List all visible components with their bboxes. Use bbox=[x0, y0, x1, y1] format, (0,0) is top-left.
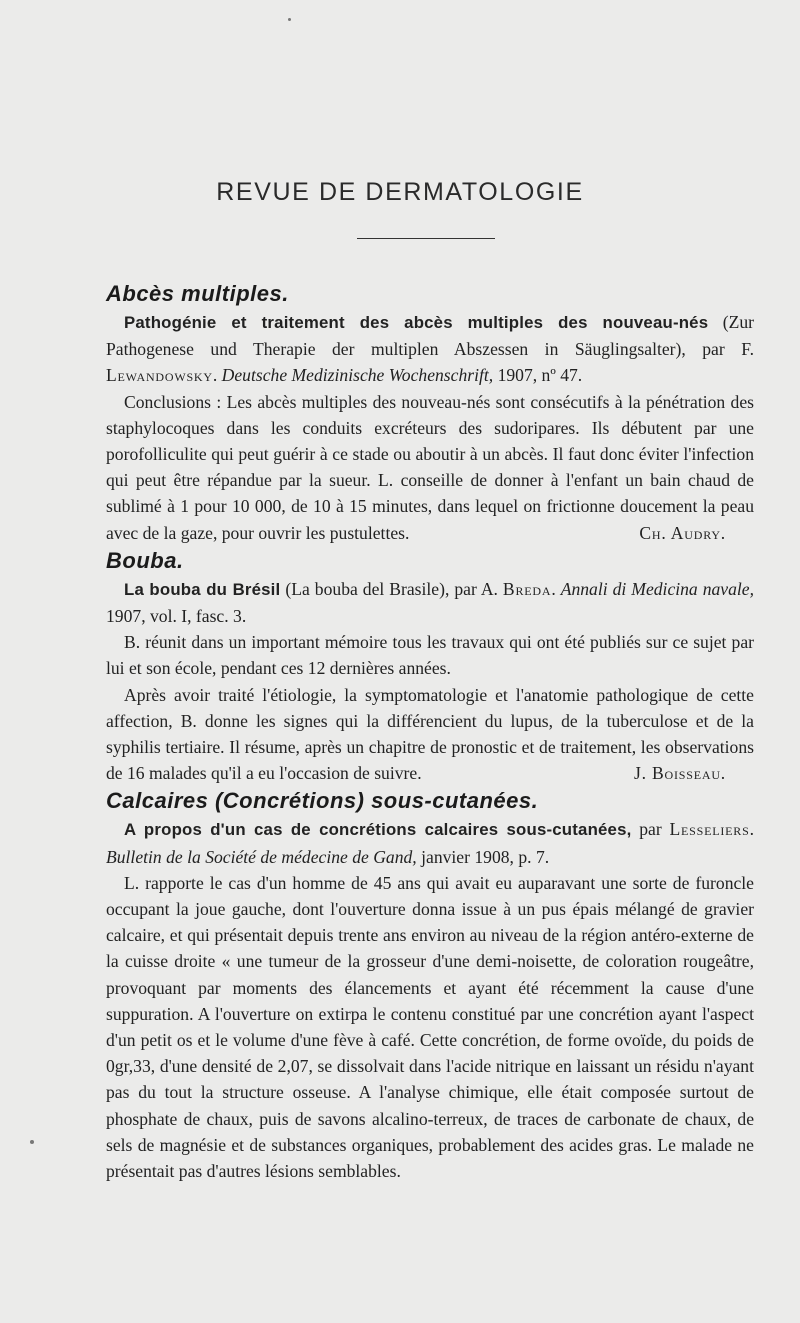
paragraph-text: Après avoir traité l'étiologie, la symptomatologie et l'anatomie pathologique de cette affection, B. donne les signes qui la différencient du lupus, de la tuberculose et de la syphilis tertiaire. Il résume, après un chapitre de pronostic et de traitement, les observations de 16 malades qu'il a eu l'occasion de suivre. bbox=[106, 684, 754, 784]
reference-journal: Bulletin de la Société de médecine de Gand, bbox=[106, 846, 417, 867]
paragraph: L. rapporte le cas d'un homme de 45 ans qui avait eu auparavant une sorte de furoncle occupant la joue gauche, dont l'ouverture donna issue à un pus épais mélangé de gravier calcaire, et qui présentait depuis trente ans environ au niveau de la région antéro-externe de la cuisse droite « une tumeur de la grosseur d'une demi-noisette, de coloration rougeâtre, provoquant par moments des élancements et ayant été récemment la cause d'une suppuration. A l'ouverture on extirpa le contenu constitué par une concrétion ayant l'aspect d'un petit os et le volume d'une fève à café. Cette concrétion, de forme ovoïde, du poids de 0gr,33, d'une densité de 2,07, se dissolvait dans l'acide nitrique en laissant un résidu n'ayant pas du tout la structure osseuse. A l'analyse chimique, elle était composée surtout de phosphate de chaux, puis de savons alcalino-terreux, de traces de carbonate de chaux, de sels de magnésie et de substances organiques, probablement des acides gras. Le malade ne présentait pas d'autres lésions semblables. bbox=[106, 872, 754, 1182]
section-calcaires bbox=[106, 786, 754, 1184]
reference-journal: Annali di Medicina navale, bbox=[560, 578, 755, 599]
reference bbox=[106, 816, 754, 869]
signature: Ch. Audry. bbox=[639, 522, 726, 543]
reference-author: Lesseliers bbox=[669, 819, 750, 840]
reference-translation: (La bouba del Brasile), par A. bbox=[280, 578, 503, 599]
reference-separator: . bbox=[212, 365, 222, 386]
section-heading: Abcès multiples. bbox=[106, 281, 289, 306]
reference-title: A propos d'un cas de concrétions calcaires sous-cutanées, bbox=[124, 820, 632, 840]
paragraph-last bbox=[106, 682, 754, 787]
reference-details: janvier 1908, p. 7. bbox=[416, 846, 550, 867]
paper-speck bbox=[30, 1140, 34, 1144]
reference-details: 1907, vol. I, fasc. 3. bbox=[106, 606, 247, 627]
reference bbox=[106, 576, 754, 629]
reference-title: Pathogénie et traitement des abcès multiples des nouveau-nés bbox=[124, 313, 709, 332]
section-heading: Calcaires (Concrétions) sous-cutanées. bbox=[106, 788, 539, 814]
article-body bbox=[106, 277, 754, 1184]
reference-details: 1907, nº 47. bbox=[493, 365, 583, 386]
paragraph-text: Conclusions : Les abcès multiples des nouveau-nés sont consécutifs à la pénétration des staphylocoques dans les conduits excréteurs des sudoripares. Ils débutent par une porofolliculite qui peut guérir à ce stade ou aboutir à un abcès. Il faut donc éviter l'infection qui peut être répandue par la sueur. L. conseille de donner à l'enfant un bain chaud de sublimé à 1 pour 10 000, de 10 à 15 minutes, dans lequel on frictionne doucement la peau avec de la gaze, pour ouvrir les pustulettes. bbox=[106, 391, 754, 543]
reference-separator: . bbox=[749, 819, 754, 840]
reference-author: Lewandowsky bbox=[106, 365, 213, 386]
title-rule bbox=[357, 238, 495, 239]
section-abces bbox=[106, 279, 754, 546]
reference-translation: (Zur Pathogenese und Therapie der multiplen Abszessen in Säuglingsalter), par F. bbox=[106, 312, 754, 360]
paper-speck bbox=[288, 18, 291, 21]
reference-title: La bouba du Brésil bbox=[124, 579, 281, 599]
reference-translation: par bbox=[631, 819, 670, 840]
signature: J. Boisseau. bbox=[633, 763, 726, 784]
section-bouba bbox=[106, 546, 754, 787]
running-title: REVUE DE DERMATOLOGIE bbox=[216, 178, 584, 206]
reference-separator: . bbox=[551, 578, 561, 599]
paragraph: B. réunit dans un important mémoire tous les travaux qui ont été publiés sur ce sujet par lui et son école, pendant ces 12 dernières années. bbox=[106, 632, 754, 679]
reference bbox=[106, 309, 754, 389]
reference-journal: Deutsche Medizinische Wochenschrift, bbox=[221, 365, 494, 386]
paragraph-last bbox=[106, 389, 754, 546]
reference-author: Breda bbox=[502, 578, 552, 599]
section-heading: Bouba. bbox=[106, 547, 184, 573]
